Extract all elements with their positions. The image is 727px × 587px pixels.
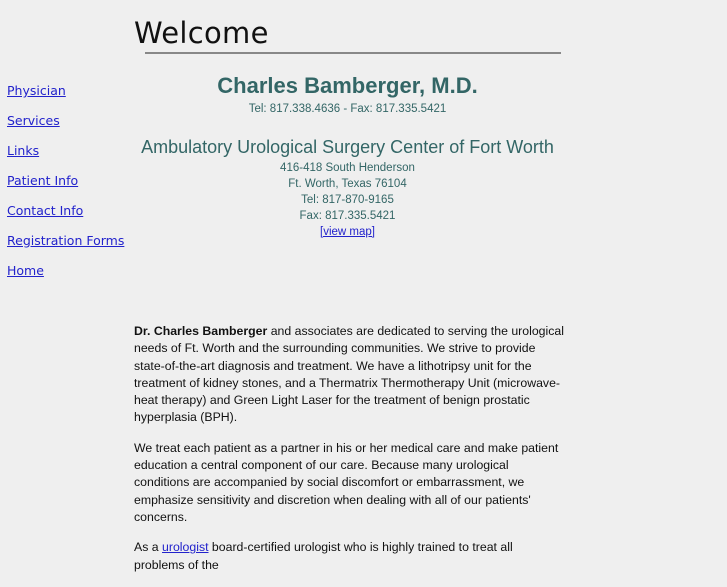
nav-link-services[interactable]: Services <box>7 113 60 128</box>
page-title: Welcome <box>134 16 269 50</box>
nav-link-patient-info[interactable]: Patient Info <box>7 173 79 188</box>
paragraph-3-start: As a <box>134 540 163 555</box>
center-fax: Fax: 817.335.5421 <box>299 210 396 222</box>
nav-link-links[interactable]: Links <box>7 143 40 158</box>
intro-text <box>134 323 564 587</box>
intro-paragraph-2: We treat each patient as a partner in his or her medical care and make patient education a central component of our care. Because many urological conditions are accompanied by social discomfort or embarrassment, we emphasize sensitivity and discretion when dealing with all of our patients' concerns. <box>134 440 559 524</box>
sidebar-nav <box>7 83 124 293</box>
nav-link-contact-info[interactable]: Contact Info <box>7 203 84 218</box>
nav-link-home[interactable]: Home <box>7 263 44 278</box>
title-divider <box>145 52 561 54</box>
nav-link-physician[interactable]: Physician <box>7 83 66 98</box>
intro-paragraph-1 <box>134 323 564 427</box>
intro-paragraph-3 <box>134 539 564 574</box>
nav-link-registration-forms[interactable]: Registration Forms <box>7 233 125 248</box>
physician-name: Charles Bamberger, M.D. <box>217 73 478 98</box>
paragraph-1-text: and associates are dedicated to serving the urological needs of Ft. Worth and the surrounding communities. We strive to provide state-of-the-art diagnosis and treatment. We have a lithotripsy unit for the treatment of kidney stones, and a Thermatrix Thermotherapy Unit (microwave-heat therapy) and Green Light Laser for the treatment of benign prostatic hyperplasia (BPH). <box>134 324 564 425</box>
urologist-link[interactable]: urologist <box>162 540 209 555</box>
surgery-center-address <box>134 160 561 240</box>
address-line-2: Ft. Worth, Texas 76104 <box>288 178 407 190</box>
address-line-1: 416-418 South Henderson <box>280 162 415 174</box>
doctor-name-bold: Dr. Charles Bamberger <box>134 324 268 338</box>
view-map-link[interactable]: [view map] <box>320 226 375 238</box>
center-tel: Tel: 817-870-9165 <box>301 194 394 206</box>
physician-contact: Tel: 817.338.4636 - Fax: 817.335.5421 <box>248 103 447 115</box>
paragraph-3-rest: board-certified urologist who is highly trained to treat all problems of the <box>134 540 513 572</box>
surgery-center-name: Ambulatory Urological Surgery Center of Fort Worth <box>141 137 554 157</box>
